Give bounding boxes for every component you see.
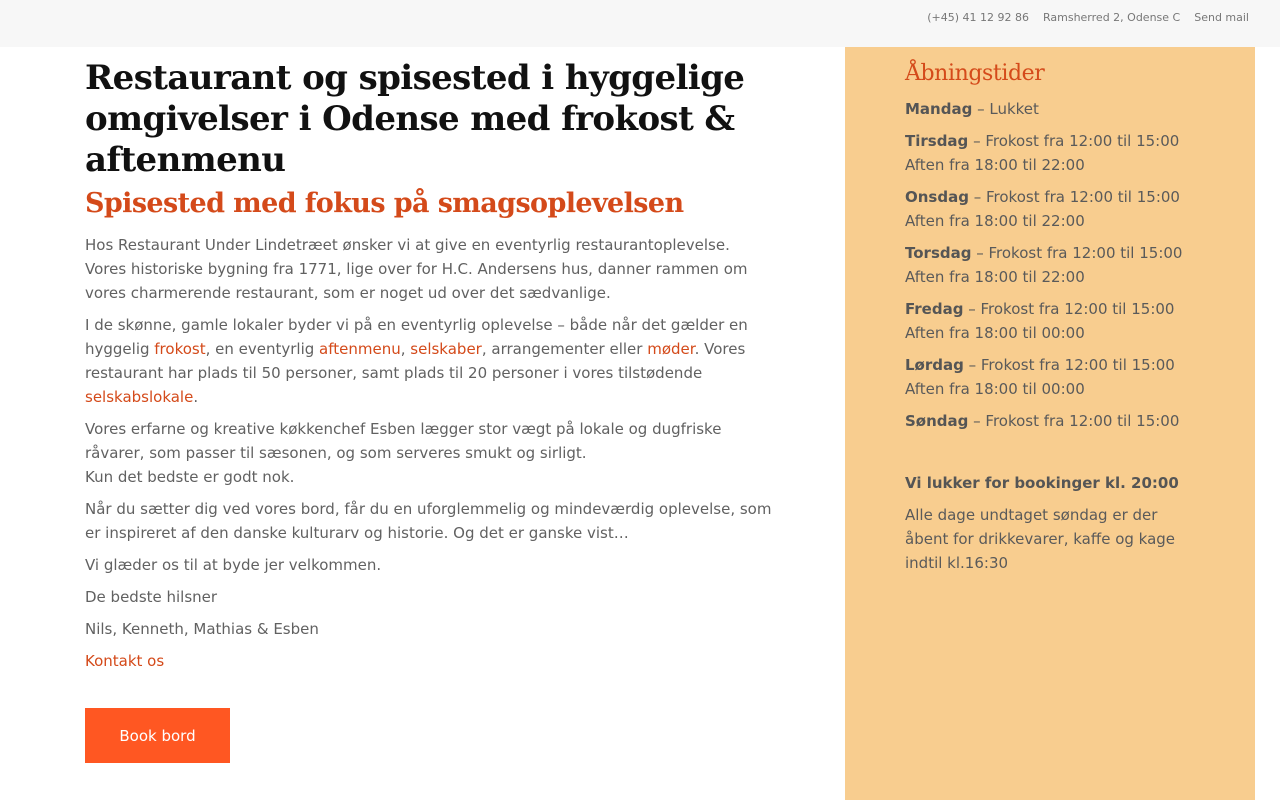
hours-day: Tirsdag [905, 132, 969, 150]
hours-day: Torsdag [905, 244, 972, 262]
experience-paragraph: Når du sætter dig ved vores bord, får du en uforglemmelig og mindeværdig oplevelse, som er inspireret af den danske kulturarv og historie. Og det er ganske vist… [85, 500, 772, 542]
hours-evening: Aften fra 18:00 til 00:00 [905, 324, 1085, 342]
offer-text: , en eventyrlig [205, 340, 320, 358]
contact-link[interactable]: Kontakt os [85, 652, 165, 670]
selskaber-link[interactable]: selskaber [410, 340, 482, 358]
selskabslokale-link[interactable]: selskabslokale [85, 388, 194, 406]
offer-text: , arrangementer eller [481, 340, 648, 358]
booking-closing-note: Alle dage undtaget søndag er der åbent for drikkevarer, kaffe og kage indtil kl.16:30 [905, 506, 1176, 572]
main-content [85, 58, 775, 681]
frokost-link[interactable]: frokost [154, 340, 206, 358]
hours-day: Fredag [905, 300, 964, 318]
hours-item-fredag [905, 297, 1195, 345]
page-title: Restaurant og spisested i hyggelige omgivelser i Odense med frokost & aftenmenu [85, 58, 745, 180]
hours-item-tirsdag [905, 129, 1195, 177]
offer-text: , [400, 340, 411, 358]
hours-day: Lørdag [905, 356, 964, 374]
chef-paragraph [85, 417, 775, 489]
book-table-button[interactable]: Book bord [85, 708, 230, 763]
send-mail-link[interactable]: Send mail [1194, 11, 1249, 24]
hours-item-torsdag [905, 241, 1195, 289]
hours-line: – Frokost fra 12:00 til 15:00 [968, 132, 1180, 150]
top-bar-links [927, 11, 1249, 24]
opening-hours-sidebar [845, 47, 1255, 800]
hours-day: Onsdag [905, 188, 969, 206]
signature-paragraph: Nils, Kenneth, Mathias & Esben [85, 620, 319, 638]
greeting-paragraph: De bedste hilsner [85, 588, 218, 606]
hours-line: – Lukket [972, 100, 1039, 118]
hours-line: – Frokost fra 12:00 til 15:00 [963, 300, 1175, 318]
offer-paragraph [85, 313, 775, 409]
offer-text: . Vores restaurant har plads til 50 personer, samt plads til 20 personer i vores tilstødende [85, 340, 746, 382]
top-bar [0, 0, 1280, 47]
intro-paragraph: Hos Restaurant Under Lindetræet ønsker vi at give en eventyrlig restaurantoplevelse. Vores historiske bygning fra 1771, lige over for H.C. Andersens hus, danner rammen om vores charmerende restaurant, som er noget ud over det sædvanlige. [85, 236, 748, 302]
hours-day: Søndag [905, 412, 969, 430]
hours-item-mandag [905, 97, 1195, 121]
phone-link[interactable]: (+45) 41 12 92 86 [927, 11, 1029, 24]
hours-line: – Frokost fra 12:00 til 15:00 [971, 244, 1183, 262]
hours-day: Mandag [905, 100, 973, 118]
chef-text-tagline: Kun det bedste er godt nok. [85, 468, 295, 486]
hours-evening: Aften fra 18:00 til 22:00 [905, 268, 1085, 286]
moder-link[interactable]: møder [647, 340, 695, 358]
hours-evening: Aften fra 18:00 til 22:00 [905, 212, 1085, 230]
offer-text: I de skønne, gamle lokaler byder vi på en eventyrlig oplevelse – både når det gælder en hyggelig [85, 316, 748, 358]
hours-line: – Frokost fra 12:00 til 15:00 [963, 356, 1175, 374]
hours-line: – Frokost fra 12:00 til 15:00 [968, 188, 1180, 206]
hours-item-lordag [905, 353, 1195, 401]
hours-evening: Aften fra 18:00 til 22:00 [905, 156, 1085, 174]
contact-paragraph [85, 649, 775, 673]
booking-closing-heading: Vi lukker for bookinger kl. 20:00 [905, 474, 1179, 492]
aftenmenu-link[interactable]: aftenmenu [319, 340, 401, 358]
welcome-paragraph: Vi glæder os til at byde jer velkommen. [85, 556, 382, 574]
address-link[interactable]: Ramsherred 2, Odense C [1042, 11, 1181, 24]
opening-hours-panel [905, 59, 1195, 575]
opening-hours-title: Åbningstider [905, 61, 1045, 86]
page-subtitle: Spisested med fokus på smagsoplevelsen [85, 188, 684, 219]
offer-text: . [193, 388, 199, 406]
hours-line: – Frokost fra 12:00 til 15:00 [968, 412, 1180, 430]
hours-item-onsdag [905, 185, 1195, 233]
hours-evening: Aften fra 18:00 til 00:00 [905, 380, 1085, 398]
hours-item-sondag [905, 409, 1195, 433]
chef-text: Vores erfarne og kreative køkkenchef Esben lægger stor vægt på lokale og dugfriske råvarer, som passer til sæsonen, og som serveres smukt og sirligt. [85, 420, 722, 462]
